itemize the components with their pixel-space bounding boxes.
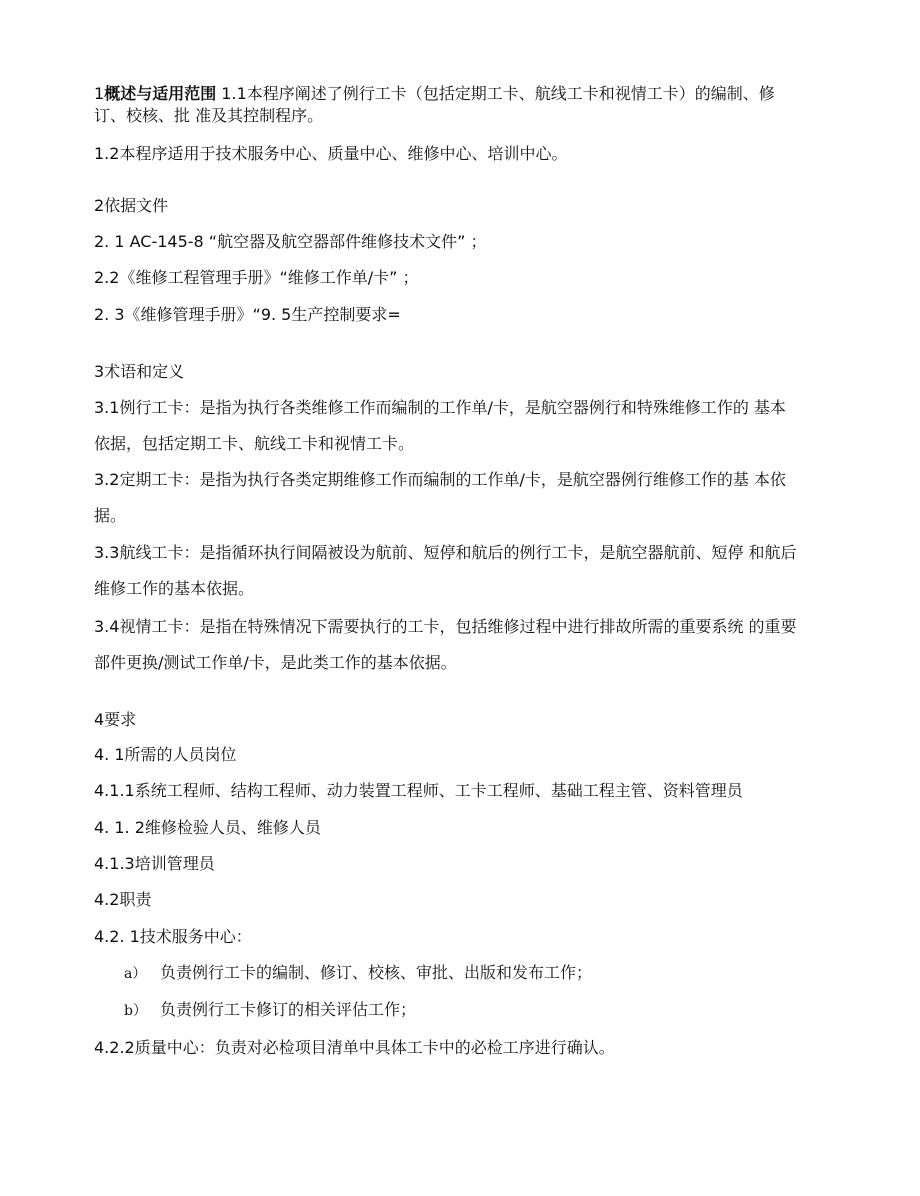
subsection-4-1-2: 4. 1. 2维修检验人员、维修人员 <box>94 818 321 837</box>
section-3-heading: 3术语和定义 <box>94 362 185 381</box>
list-marker-b: b） <box>124 1003 147 1019</box>
section-2-heading: 2依据文件 <box>94 196 169 215</box>
definition-3-2-line-2: 据。 <box>94 506 127 525</box>
list-text-b: 负责例行工卡修订的相关评估工作； <box>160 1000 417 1019</box>
subsection-4-1-1: 4.1.1系统工程师、结构工程师、动力装置工程师、工卡工程师、基础工程主管、资料管理员 <box>94 781 743 800</box>
subsection-4-2: 4.2职责 <box>94 890 152 909</box>
definition-3-1-line-1: 3.1例行工卡：是指为执行各类维修工作而编制的工作单/卡，是航空器例行和特殊维修工作的 基本 <box>94 398 786 417</box>
section-4-heading: 4要求 <box>94 710 137 729</box>
paragraph-1-2: 1.2本程序适用于技术服务中心、质量中心、维修中心、培训中心。 <box>94 144 568 163</box>
list-marker-a: a） <box>124 966 147 982</box>
definition-3-3-line-1: 3.3航线工卡：是指循环执行间隔被设为航前、短停和航后的例行工卡，是航空器航前、短停 和航后 <box>94 543 797 562</box>
intro-line-2: 订、校核、批 准及其控制程序。 <box>94 106 324 125</box>
definition-3-4-line-2: 部件更换/测试工作单/卡，是此类工作的基本依据。 <box>94 653 457 672</box>
section-number: 1 <box>94 84 105 103</box>
subsection-4-1-3: 4.1.3培训管理员 <box>94 854 215 873</box>
list-item-b <box>124 1000 416 1021</box>
subsection-4-1: 4. 1所需的人员岗位 <box>94 745 237 764</box>
reference-item-2: 2.2《维修工程管理手册》“维修工作单/卡” ； <box>94 268 419 287</box>
list-text-a: 负责例行工卡的编制、修订、校核、审批、出版和发布工作； <box>160 963 593 982</box>
definition-3-2-line-1: 3.2定期工卡：是指为执行各类定期维修工作而编制的工作单/卡，是航空器例行维修工作的基 本依 <box>94 470 786 489</box>
reference-item-3: 2. 3《维修管理手册》“9. 5生产控制要求= <box>94 305 401 324</box>
subsection-4-2-1: 4.2. 1技术服务中心： <box>94 927 252 946</box>
intro-line-1 <box>94 84 775 104</box>
intro-text: 1.1本程序阐述了例行工卡（包括定期工卡、航线工卡和视情工卡）的编制、修 <box>221 84 775 103</box>
definition-3-1-line-2: 依据，包括定期工卡、航线工卡和视情工卡。 <box>94 434 415 453</box>
section-title: 概述与适用范围 <box>104 84 217 103</box>
list-item-a <box>124 963 592 984</box>
definition-3-3-line-2: 维修工作的基本依据。 <box>94 579 255 598</box>
definition-3-4-line-1: 3.4视情工卡：是指在特殊情况下需要执行的工卡，包括维修过程中进行排故所需的重要系统 的重要 <box>94 617 797 636</box>
subsection-4-2-2: 4.2.2质量中心：负责对必检项目清单中具体工卡中的必检工序进行确认。 <box>94 1038 615 1057</box>
reference-item-1: 2. 1 AC-145-8 “航空器及航空器部件维修技术文件” ； <box>94 232 487 251</box>
